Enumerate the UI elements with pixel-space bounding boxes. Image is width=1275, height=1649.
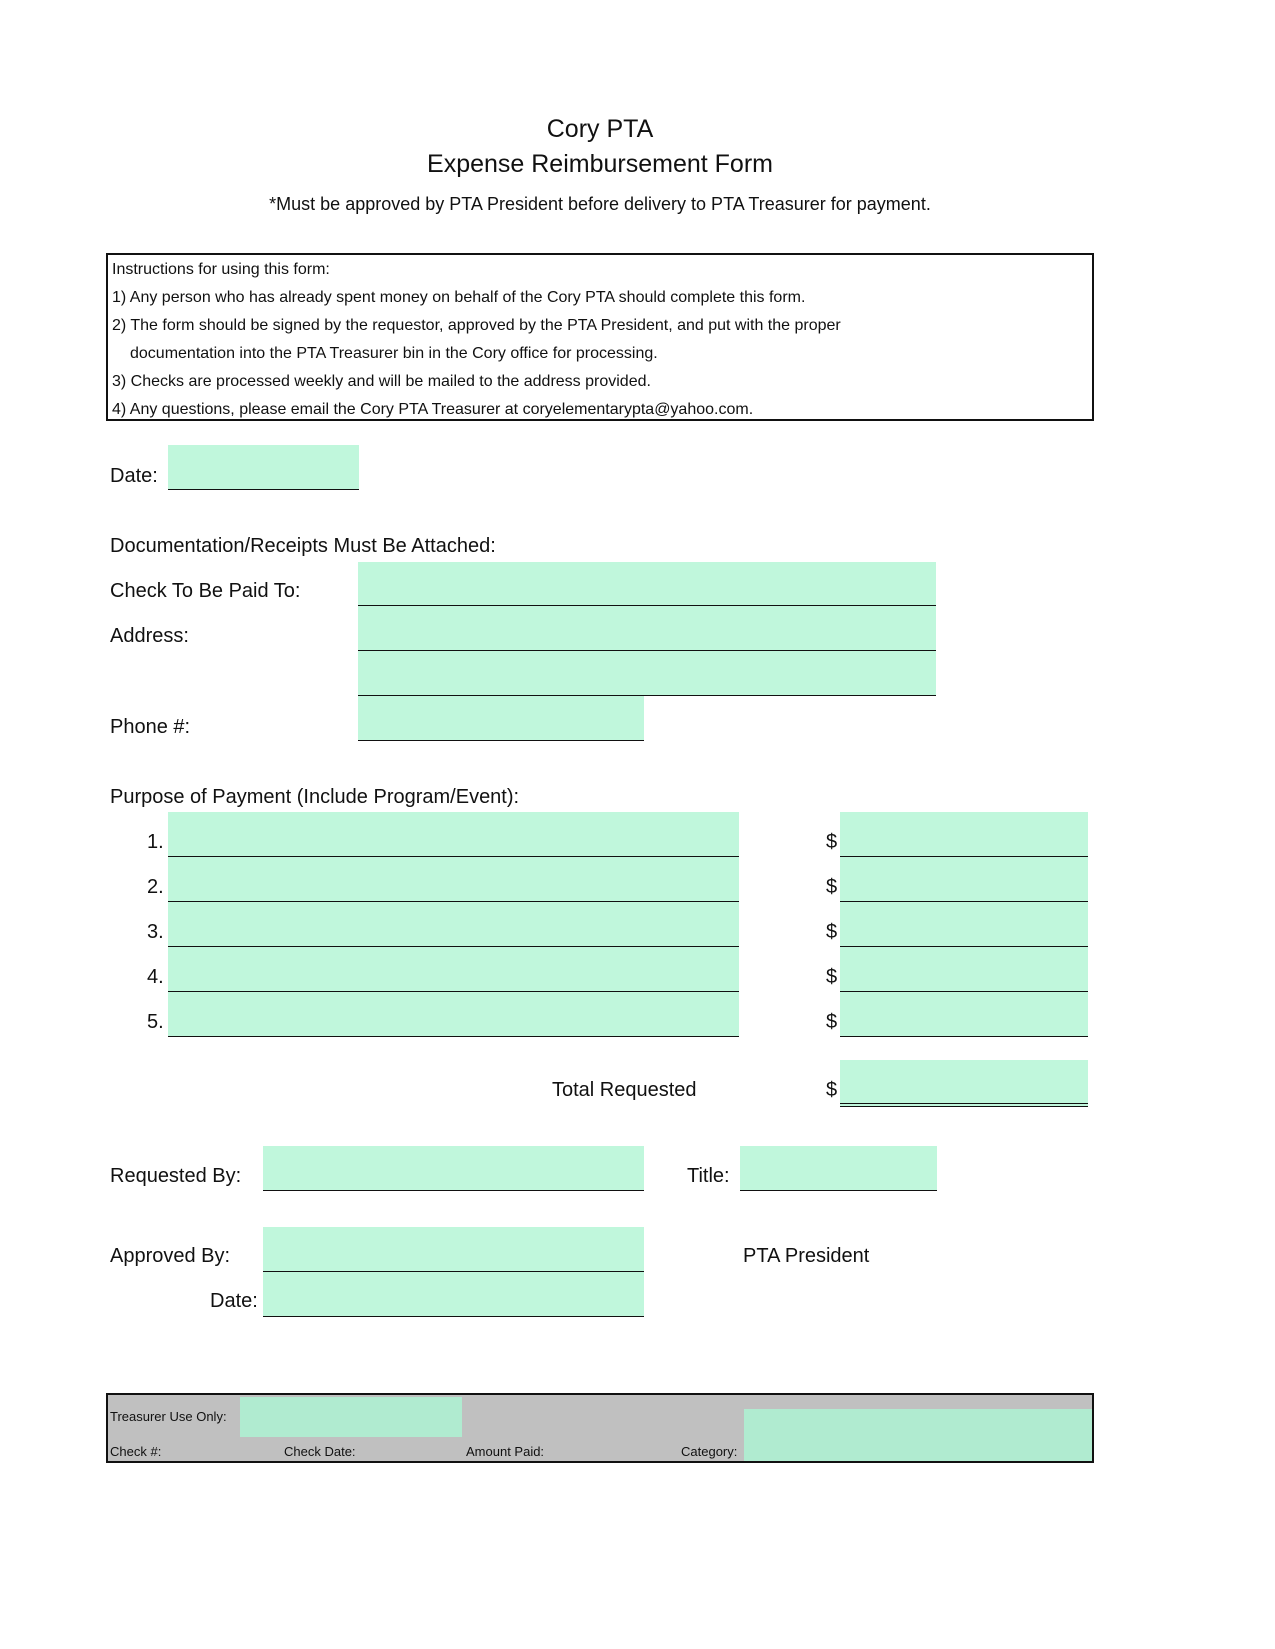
purpose-row-4-field[interactable] bbox=[168, 947, 739, 992]
total-label: Total Requested bbox=[552, 1079, 697, 1101]
approved-by-field[interactable] bbox=[263, 1227, 644, 1272]
purpose-row-1-number: 1. bbox=[147, 831, 164, 853]
purpose-row-2-field[interactable] bbox=[168, 857, 739, 902]
form-title: Expense Reimbursement Form bbox=[427, 150, 773, 178]
approval-note: *Must be approved by PTA President before delivery to PTA Treasurer for payment. bbox=[269, 194, 931, 214]
requested-by-label: Requested By: bbox=[110, 1165, 242, 1187]
approved-date-field[interactable] bbox=[263, 1272, 644, 1317]
currency-symbol: $ bbox=[826, 831, 838, 853]
amount-row-5-field[interactable] bbox=[840, 992, 1088, 1037]
purpose-row-3-number: 3. bbox=[147, 921, 164, 943]
amount-row-1-field[interactable] bbox=[840, 812, 1088, 857]
check-number-label: Check #: bbox=[110, 1444, 162, 1459]
date-field[interactable] bbox=[168, 445, 359, 490]
purpose-row-2-number: 2. bbox=[147, 876, 164, 898]
amount-row-3-field[interactable] bbox=[840, 902, 1088, 947]
purpose-label: Purpose of Payment (Include Program/Event): bbox=[110, 786, 520, 808]
currency-symbol: $ bbox=[826, 1079, 838, 1101]
instruction-line-3: 3) Checks are processed weekly and will be mailed to the address provided. bbox=[112, 373, 651, 390]
currency-symbol: $ bbox=[826, 921, 838, 943]
instructions-heading: Instructions for using this form: bbox=[112, 261, 330, 278]
instruction-line-2-cont: documentation into the PTA Treasurer bin in the Cory office for processing. bbox=[130, 345, 658, 362]
currency-symbol: $ bbox=[826, 1011, 838, 1033]
instruction-line-2: 2) The form should be signed by the requestor, approved by the PTA President, and put with the proper bbox=[112, 317, 841, 334]
title-label: Title: bbox=[687, 1165, 730, 1187]
instruction-line-1: 1) Any person who has already spent money on behalf of the Cory PTA should complete this form. bbox=[112, 289, 806, 306]
purpose-row-5-number: 5. bbox=[147, 1011, 164, 1033]
phone-field[interactable] bbox=[358, 696, 644, 741]
purpose-row-5-field[interactable] bbox=[168, 992, 739, 1037]
approved-date-label: Date: bbox=[210, 1290, 258, 1312]
category-label: Category: bbox=[681, 1444, 738, 1459]
purpose-row-1-field[interactable] bbox=[168, 812, 739, 857]
paid-to-label: Check To Be Paid To: bbox=[110, 580, 301, 602]
address-line-2-field[interactable] bbox=[358, 651, 936, 696]
instruction-line-4: 4) Any questions, please email the Cory PTA Treasurer at coryelementarypta@yahoo.com. bbox=[112, 401, 754, 418]
pta-president-label: PTA President bbox=[743, 1245, 870, 1267]
treasurer-section bbox=[106, 1393, 1094, 1463]
phone-label: Phone #: bbox=[110, 716, 191, 738]
date-label: Date: bbox=[110, 465, 158, 487]
instructions-box bbox=[106, 253, 1094, 421]
currency-symbol: $ bbox=[826, 966, 838, 988]
treasurer-category-field[interactable] bbox=[744, 1409, 1092, 1461]
purpose-row-4-number: 4. bbox=[147, 966, 164, 988]
treasurer-check-number-field[interactable] bbox=[240, 1397, 462, 1437]
amount-row-2-field[interactable] bbox=[840, 857, 1088, 902]
address-line-1-field[interactable] bbox=[358, 606, 936, 651]
paid-to-field[interactable] bbox=[358, 562, 936, 606]
requested-by-field[interactable] bbox=[263, 1146, 644, 1191]
amount-row-4-field[interactable] bbox=[840, 947, 1088, 992]
org-title: Cory PTA bbox=[546, 115, 654, 143]
documentation-label: Documentation/Receipts Must Be Attached: bbox=[110, 535, 496, 557]
title-field[interactable] bbox=[740, 1146, 937, 1191]
total-field[interactable] bbox=[840, 1060, 1088, 1107]
treasurer-heading: Treasurer Use Only: bbox=[110, 1409, 227, 1424]
check-date-label: Check Date: bbox=[284, 1444, 356, 1459]
address-label: Address: bbox=[110, 625, 189, 647]
purpose-row-3-field[interactable] bbox=[168, 902, 739, 947]
amount-paid-label: Amount Paid: bbox=[466, 1444, 545, 1459]
approved-by-label: Approved By: bbox=[110, 1245, 231, 1267]
currency-symbol: $ bbox=[826, 876, 838, 898]
